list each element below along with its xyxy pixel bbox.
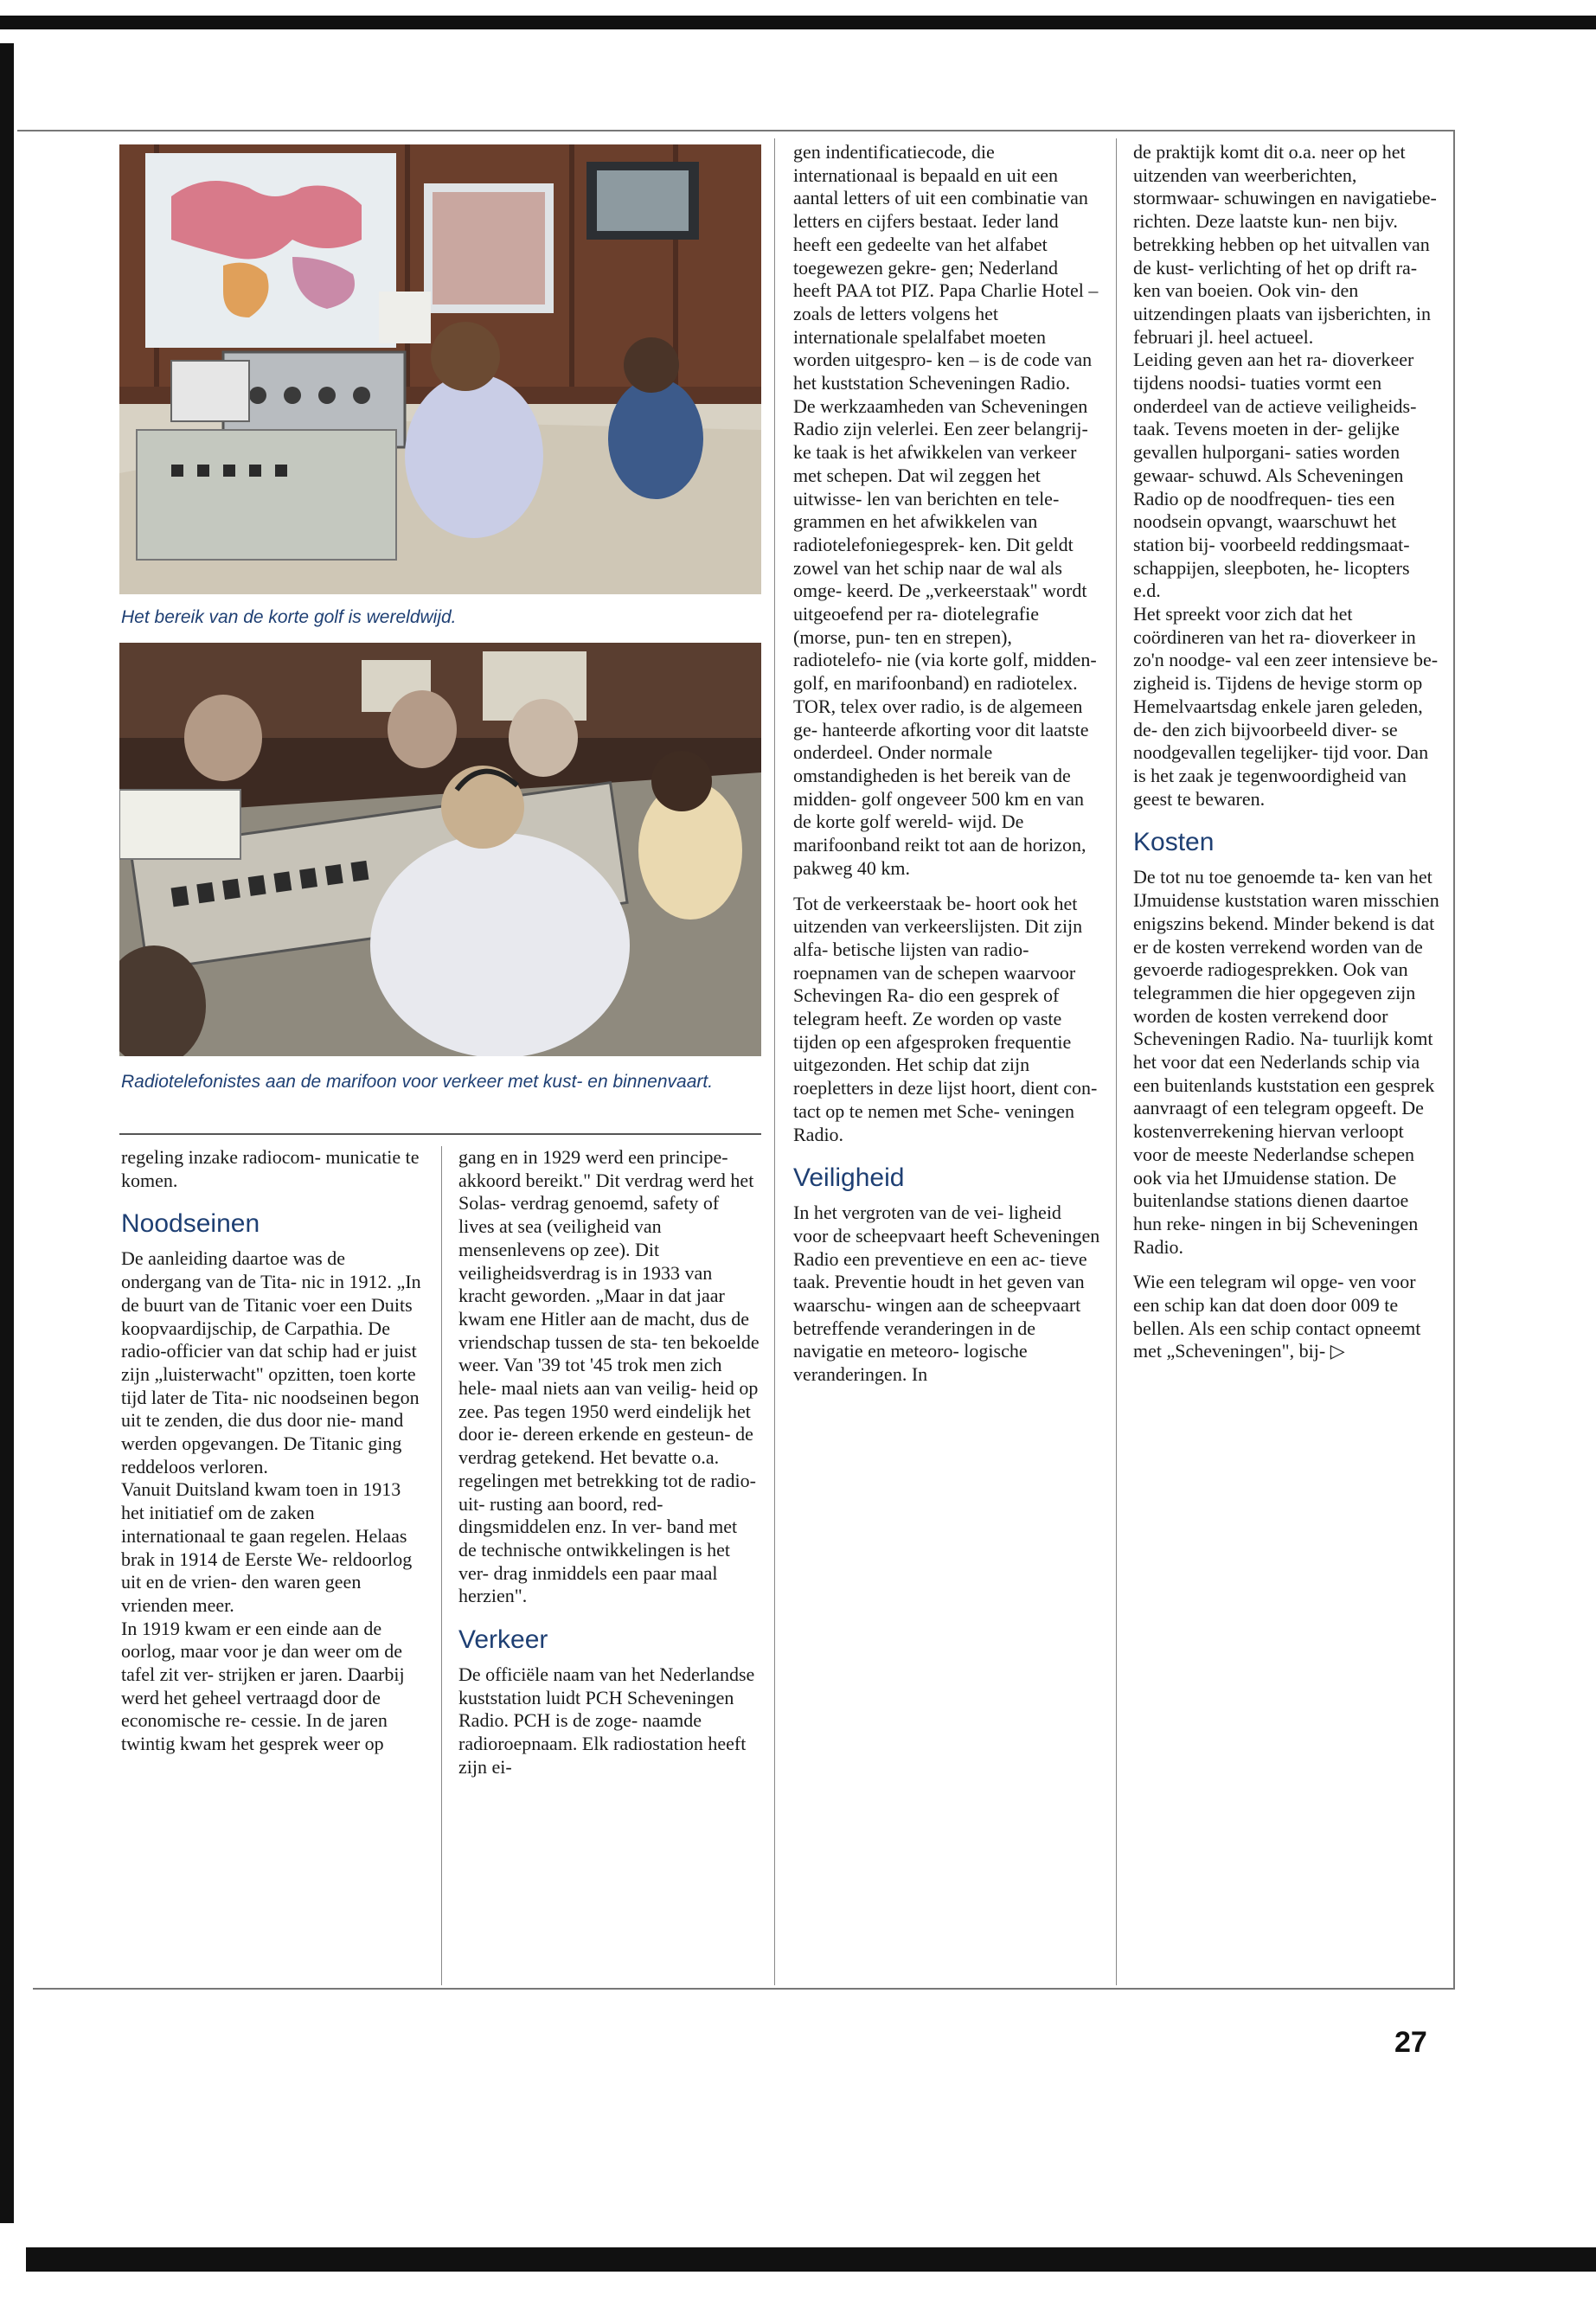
paragraph: Tot de verkeerstaak be- hoort ook het uitzenden van verkeerslijsten. Dit zijn alfa- betische lijsten van radio- roepnamen van de schepen waarvoor Schevingen Ra- dio een gesprek of telegram heeft. Ze worden op vaste tijden op een afgesproken frequentie uitgezonden. Het schip dat zijn roepletters in deze lijst hoort, dient con- tact op te nemen met Sche- veningen Radio. [793,892,1098,1145]
section-heading-noodseinen: Noodseinen [121,1209,260,1239]
paragraph: de praktijk komt dit o.a. neer op het uitzenden van weerberichten, stormwaar- schuwingen en navigatiebe- richten. Deze laatste kun- nen bijv. betrekking hebben op het uitvallen van de kust- verlichting of het op drift ra- ken van boeien. Ook vin- den uitzendingen plaats van ijsberichten, in februari jl. heel actueel. [1133,141,1437,348]
paragraph: gen indentificatiecode, die internationaal is bepaald en uit een aantal letters of uit een combinatie van letters en cijfers bestaat. Ieder land heeft een gedeelte van het alfabet toegewezen gekre- gen; Nederland heeft PAA tot PIZ. Papa Charlie Hotel – zoals de letters volgens het internationale spelalfabet moeten worden uitgespro- ken – is de code van het kuststation Scheveningen Radio. [793,141,1099,394]
section-heading-kosten: Kosten [1133,828,1215,857]
paragraph: Wie een telegram wil opge- ven voor een schip kan dat doen door 009 te bellen. Als een schip contact opneemt met „Scheveningen", bij- ▷ [1133,1271,1421,1362]
page-frame-right [1453,130,1455,1990]
article-column-2 [458,1146,760,1779]
paragraph: Leiding geven aan het ra- dioverkeer tijdens noodsi- tuaties vormt een onderdeel van de actieve veiligheids- taak. Tevens moeten in der- gelijke gevallen hulporgani- saties worden gewaar- schuwd. Als Scheveningen Radio op de noodfrequen- ties een noodsein opvangt, waarschuwt het station bij- voorbeeld reddingsmaat- schappijen, sleepboten, he- licopters e.d. [1133,349,1417,602]
column-divider [774,138,775,1985]
paragraph: regeling inzake radiocom- municatie te komen. [121,1146,420,1191]
paragraph: De officiële naam van het Nederlandse kuststation luidt PCH Scheveningen Radio. PCH is de zoge- naamde radioroepnaam. Elk radiostation heeft zijn ei- [458,1663,755,1778]
scan-border-top [0,16,1596,29]
article-column-4 [1133,141,1440,1363]
paragraph: In 1919 kwam er een einde aan de oorlog, maar voor je dan weer om de tafel zit ver- strijken er jaren. Daarbij werd het geheel vertraagd door de economische re- cessie. In de jaren twintig kwam het gesprek weer op [121,1617,405,1755]
column-divider [1116,138,1117,1985]
photo-caption: Radiotelefonistes aan de marifoon voor verkeer met kust- en binnenvaart. [121,1072,714,1092]
column-divider [441,1146,442,1985]
paragraph: Het spreekt voor zich dat het coördineren van het ra- dioverkeer in zo'n noodge- val een zeer intensieve be- zigheid is. Tijdens de hevige storm op Hemelvaartsdag enkele jaren geleden, de- den zich bijvoorbeeld diver- se noodgevallen tegelijker- tijd voor. Dan is het zaak je tegenwoordigheid van geest te bewaren. [1133,603,1439,810]
article-column-3 [793,141,1100,1387]
page-number: 27 [1394,2026,1427,2059]
photo-caption: Het bereik van de korte golf is wereldwijd. [121,607,457,627]
scan-border-bottom [26,2247,1596,2272]
page-frame-top [17,130,1455,131]
paragraph: De tot nu toe genoemde ta- ken van het IJmuidense kuststation waren misschien enigszins bekend. Minder bekend is dat er de kosten verrekend worden van de gevoerde radiogesprekken. Ook van telegrammen die hier opgegeven zijn worden de kosten verrekend door Scheveningen Radio. Na- tuurlijk komt het voor dat een Nederlands schip via een buitenlands kuststation een gesprek aanvraagt of een telegram opgeeft. De kostenverrekening hiervan verloopt voor de meeste Nederlandse schepen ook via het IJmuidense station. De buitenlandse stations dienen daartoe hun reke- ningen in bij Scheveningen Radio. [1133,866,1439,1258]
article-column-1 [121,1146,422,1756]
section-heading-veiligheid: Veiligheid [793,1163,905,1193]
scan-border-left [0,43,14,2223]
paragraph: Vanuit Duitsland kwam toen in 1913 het initiatief om de zaken internationaal te gaan regelen. Helaas brak in 1914 de Eerste We- reldoorlog uit en de vrien- den waren geen vrienden meer. [121,1478,413,1616]
paragraph: De aanleiding daartoe was de ondergang van de Tita- nic in 1912. „In de buurt van de Titanic voer een Duits koopvaardijschip, de Carpathia. De radio-officier van dat schip had er juist zijn „luisterwacht" opzitten, toen korte tijd later de Tita- nic noodseinen begon uit te zenden, die dus door nie- mand werden opgevangen. De Titanic ging reddeloos verloren. [121,1247,421,1477]
paragraph: In het vergroten van de vei- ligheid voor de scheepvaart heeft Scheveningen Radio een preventieve en een ac- tieve taak. Preventie houdt in het geven van waarschu- wingen aan de scheepvaart betreffende veranderingen in de navigatie en meteoro- logische veranderingen. In [793,1202,1100,1386]
caption-divider [119,1133,761,1135]
photo-radio-room-map [119,144,761,594]
page-frame-bottom [33,1988,1455,1990]
paragraph: De werkzaamheden van Scheveningen Radio zijn velerlei. Een zeer belangrij- ke taak is het afwikkelen van verkeer met schepen. Dat wil zeggen het uitwisse- len van berichten en tele- grammen en het afwikkelen van radiotelefoniegesprek- ken. Dit geldt zowel van het schip naar de wal als omge- keerd. De „verkeerstaak" wordt uitgeoefend per ra- diotelegrafie (morse, pun- ten en strepen), radiotelefo- nie (via korte golf, midden- golf, en marifoonband) en radiotelex. TOR, telex over radio, is de algemeen ge- hanteerde afkorting voor dit laatste onderdeel. Onder normale omstandigheden is het bereik van de midden- golf ongeveer 500 km en van de korte golf wereld- wijd. De marifoonband reikt tot aan de horizon, pakweg 40 km. [793,394,1097,879]
photo-radiotelephonists [119,643,761,1056]
section-heading-verkeer: Verkeer [458,1625,548,1655]
paragraph: gang en in 1929 werd een principe-akkoord bereikt." Dit verdrag werd het Solas- verdrag genoemd, safety of lives at sea (veiligheid van mensenlevens op zee). Dit veiligheidsverdrag is in 1933 van kracht geworden. „Maar in dat jaar kwam ene Hitler aan de macht, dus de vriendschap tussen de sta- ten bekoelde weer. Van '39 tot '45 trok men zich hele- maal niets aan van veilig- heid op zee. Pas tegen 1950 werd eindelijk het door ie- dereen erkende en gesteun- de verdrag getekend. Het bevatte o.a. regelingen met betrekking tot de radio-uit- rusting aan boord, red- dingsmiddelen enz. In ver- band met de technische ontwikkelingen is het ver- drag inmiddels een paar maal herzien". [458,1146,760,1607]
